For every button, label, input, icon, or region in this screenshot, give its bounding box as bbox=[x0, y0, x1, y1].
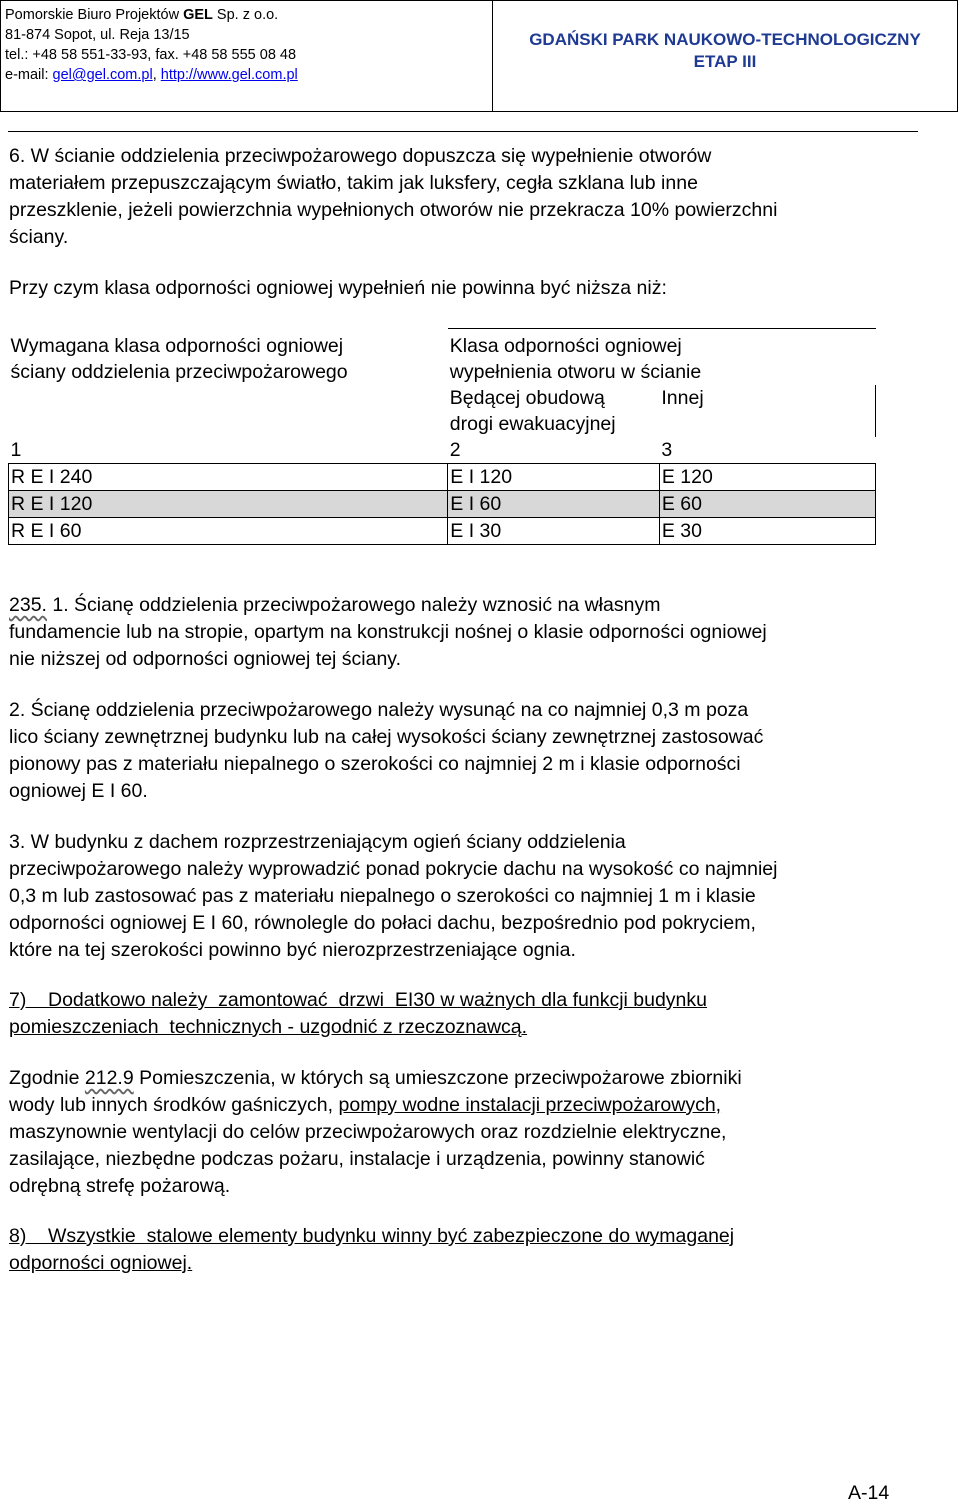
p2-line1: 2. Ścianę oddzielenia przeciwpożarowego należy wysunąć na co najmniej 0,3 m poza bbox=[9, 699, 749, 721]
table-header-row bbox=[9, 329, 876, 386]
zgodnie-line5: odrębną strefę pożarową. bbox=[9, 1175, 231, 1197]
project-title: GDAŃSKI PARK NAUKOWO-TECHNOLOGICZNY bbox=[529, 30, 921, 49]
table-intro: Przy czym klasa odporności ogniowej wypełnień nie powinna być niższa niż: bbox=[9, 277, 667, 299]
company-phone: tel.: +48 58 551-33-93, fax. +48 58 555 08 48 bbox=[5, 47, 297, 63]
p3-line5: które na tej szerokości powinno być nierozprzestrzeniające ognia. bbox=[9, 939, 576, 961]
p3-line2: przeciwpożarowego należy wyprowadzić ponad pokrycie dachu na wysokość co najmniej bbox=[9, 858, 778, 880]
company-address: 81-874 Sopot, ul. Reja 13/15 bbox=[5, 27, 190, 43]
table-subheader-row bbox=[9, 385, 876, 437]
table-row: R E I 60 E I 30 E 30 bbox=[9, 518, 876, 545]
s235-line3: nie niższej od odporności ogniowej tej ściany. bbox=[9, 648, 402, 670]
p7-line1: 7) Dodatkowo należy zamontować drzwi EI30 w ważnych dla funkcji budynku bbox=[9, 989, 708, 1011]
company-info bbox=[1, 1, 493, 111]
p8-line2: odporności ogniowej. bbox=[9, 1252, 193, 1274]
table-number-row: 1 2 3 bbox=[10, 439, 673, 461]
para6-line3: przeszklenie, jeżeli powierzchnia wypełnionych otworów nie przekracza 10% powierzchni bbox=[9, 199, 778, 221]
p7-line2: pomieszczeniach technicznych - uzgodnić z rzeczoznawcą. bbox=[9, 1016, 528, 1038]
para6-line2: materiałem przepuszczającym światło, takim jak luksfery, cegła szklana lub inne bbox=[9, 172, 698, 194]
s235-line1: 235. 1. Ścianę oddzielenia przeciwpożarowego należy wznosić na własnym bbox=[9, 594, 661, 616]
para6-line4: ściany. bbox=[9, 226, 69, 248]
email-link[interactable]: gel@gel.com.pl bbox=[52, 67, 153, 83]
page-header bbox=[0, 0, 958, 112]
zgodnie-highlight: pompy wodne instalacji przeciwpożarowych, bbox=[338, 1094, 722, 1116]
table-row: R E I 120 E I 60 E 60 bbox=[9, 491, 876, 518]
zgodnie-line3: maszynownie wentylacji do celów przeciwpożarowych oraz rozdzielnie elektryczne, bbox=[9, 1121, 727, 1143]
p2-line3: pionowy pas z materiału niepalnego o szerokości co najmniej 2 m i klasie odporności bbox=[9, 753, 741, 775]
header-opening-class: Klasa odporności ogniowej wypełnienia otworu w ścianie bbox=[448, 329, 876, 386]
header-required-class: Wymagana klasa odporności ogniowej ściany oddzielenia przeciwpożarowego bbox=[10, 334, 348, 383]
header-divider bbox=[8, 131, 918, 132]
p3-line4: odporności ogniowej E I 60, równolegle do połaci dachu, bezpośrednio pod pokryciem, bbox=[9, 912, 756, 934]
project-stage: ETAP III bbox=[693, 52, 757, 71]
s235-line2: fundamencie lub na stropie, opartym na konstrukcji nośnej o klasie odporności ogniowej bbox=[9, 621, 767, 643]
table-row: R E I 240 E I 120 E 120 bbox=[9, 464, 876, 491]
page-number: A-14 bbox=[848, 1482, 890, 1504]
para6-line1: 6. W ścianie oddzielenia przeciwpożarowego dopuszcza się wypełnienie otworów bbox=[9, 145, 712, 167]
zgodnie-ref: 212.9 bbox=[84, 1067, 134, 1089]
p3-line3: 0,3 m lub zastosować pas z materiału niepalnego o szerokości co najmniej 1 m i klasie bbox=[9, 885, 756, 907]
subheader-evacuation: Będącej obudową drogi ewakuacyjnej bbox=[449, 387, 616, 435]
zgodnie-line2: wody lub innych środków gaśniczych, pompy wodne instalacji przeciwpożarowych, bbox=[9, 1094, 722, 1116]
project-info bbox=[493, 1, 957, 111]
zgodnie-line4: zasilające, niezbędne podczas pożaru, instalacje i urządzenia, powinny stanowić bbox=[9, 1148, 705, 1170]
p2-line2: lico ściany zewnętrznej budynku lub na całej wysokości ściany zewnętrznej zastosować bbox=[9, 726, 764, 748]
subheader-other: Innej bbox=[659, 385, 875, 437]
p3-line1: 3. W budynku z dachem rozprzestrzeniającym ogień ściany oddzielenia bbox=[9, 831, 626, 853]
company-name: Pomorskie Biuro Projektów GEL Sp. z o.o. bbox=[5, 7, 279, 23]
p2-line4: ogniowej E I 60. bbox=[9, 780, 148, 802]
zgodnie-line1: Zgodnie 212.9 Pomieszczenia, w których są umieszczone przeciwpożarowe zbiorniki bbox=[9, 1067, 742, 1089]
website-link[interactable]: http://www.gel.com.pl bbox=[160, 67, 298, 83]
fire-resistance-table bbox=[8, 328, 876, 545]
company-contact: e-mail: gel@gel.com.pl, http://www.gel.com.pl bbox=[5, 67, 298, 83]
s235-ref: 235. bbox=[9, 594, 47, 616]
p8-line1: 8) Wszystkie stalowe elementy budynku winny być zabezpieczone do wymaganej bbox=[9, 1225, 735, 1247]
